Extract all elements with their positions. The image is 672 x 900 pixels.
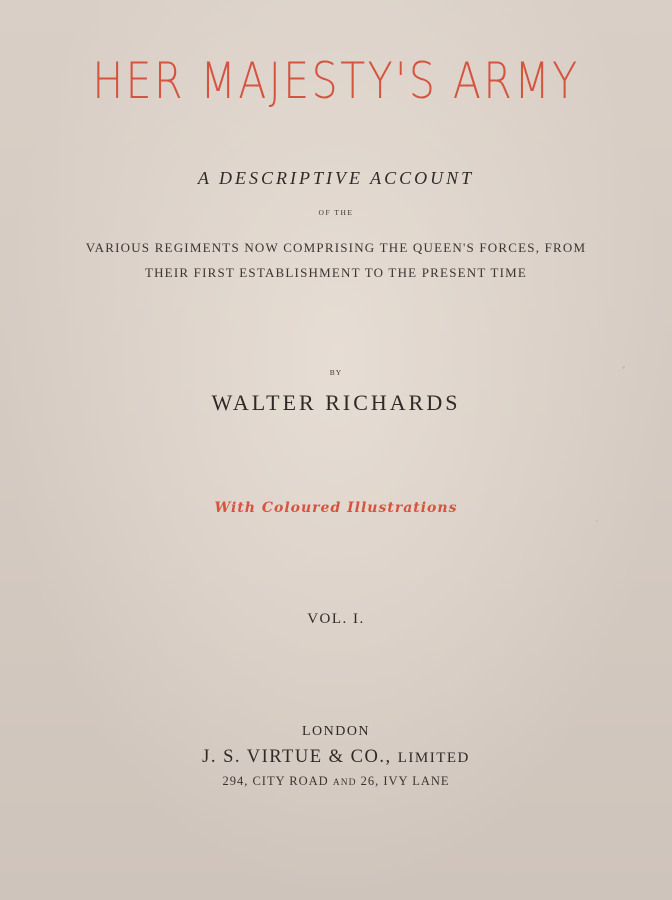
illustrations-note: With Coloured Illustrations bbox=[214, 500, 458, 516]
imprint-city: LONDON bbox=[301, 724, 371, 739]
publisher-name: J. S. VIRTUE & CO., bbox=[202, 747, 392, 767]
imprint-publisher bbox=[0, 747, 672, 768]
book-title: HER MAJESTY'S ARMY bbox=[92, 52, 580, 110]
paper-speck bbox=[622, 366, 625, 369]
paper-speck bbox=[596, 520, 598, 522]
author-name: WALTER RICHARDS bbox=[211, 390, 461, 415]
address-part-2: 26, IVY LANE bbox=[360, 774, 450, 788]
by-label: BY bbox=[329, 368, 343, 377]
address-and: AND bbox=[332, 778, 357, 788]
volume-label: VOL. I. bbox=[307, 611, 365, 627]
imprint-address bbox=[0, 774, 672, 789]
of-the-label: OF THE bbox=[318, 208, 354, 217]
description-line-2: THEIR FIRST ESTABLISHMENT TO THE PRESENT TIME bbox=[144, 265, 528, 280]
book-subtitle: A DESCRIPTIVE ACCOUNT bbox=[197, 168, 475, 188]
publisher-suffix: LIMITED bbox=[397, 750, 470, 766]
address-part-1: 294, CITY ROAD bbox=[222, 774, 329, 788]
description-line-1: VARIOUS REGIMENTS NOW COMPRISING THE QUEEN'S FORCES, FROM bbox=[85, 240, 587, 255]
